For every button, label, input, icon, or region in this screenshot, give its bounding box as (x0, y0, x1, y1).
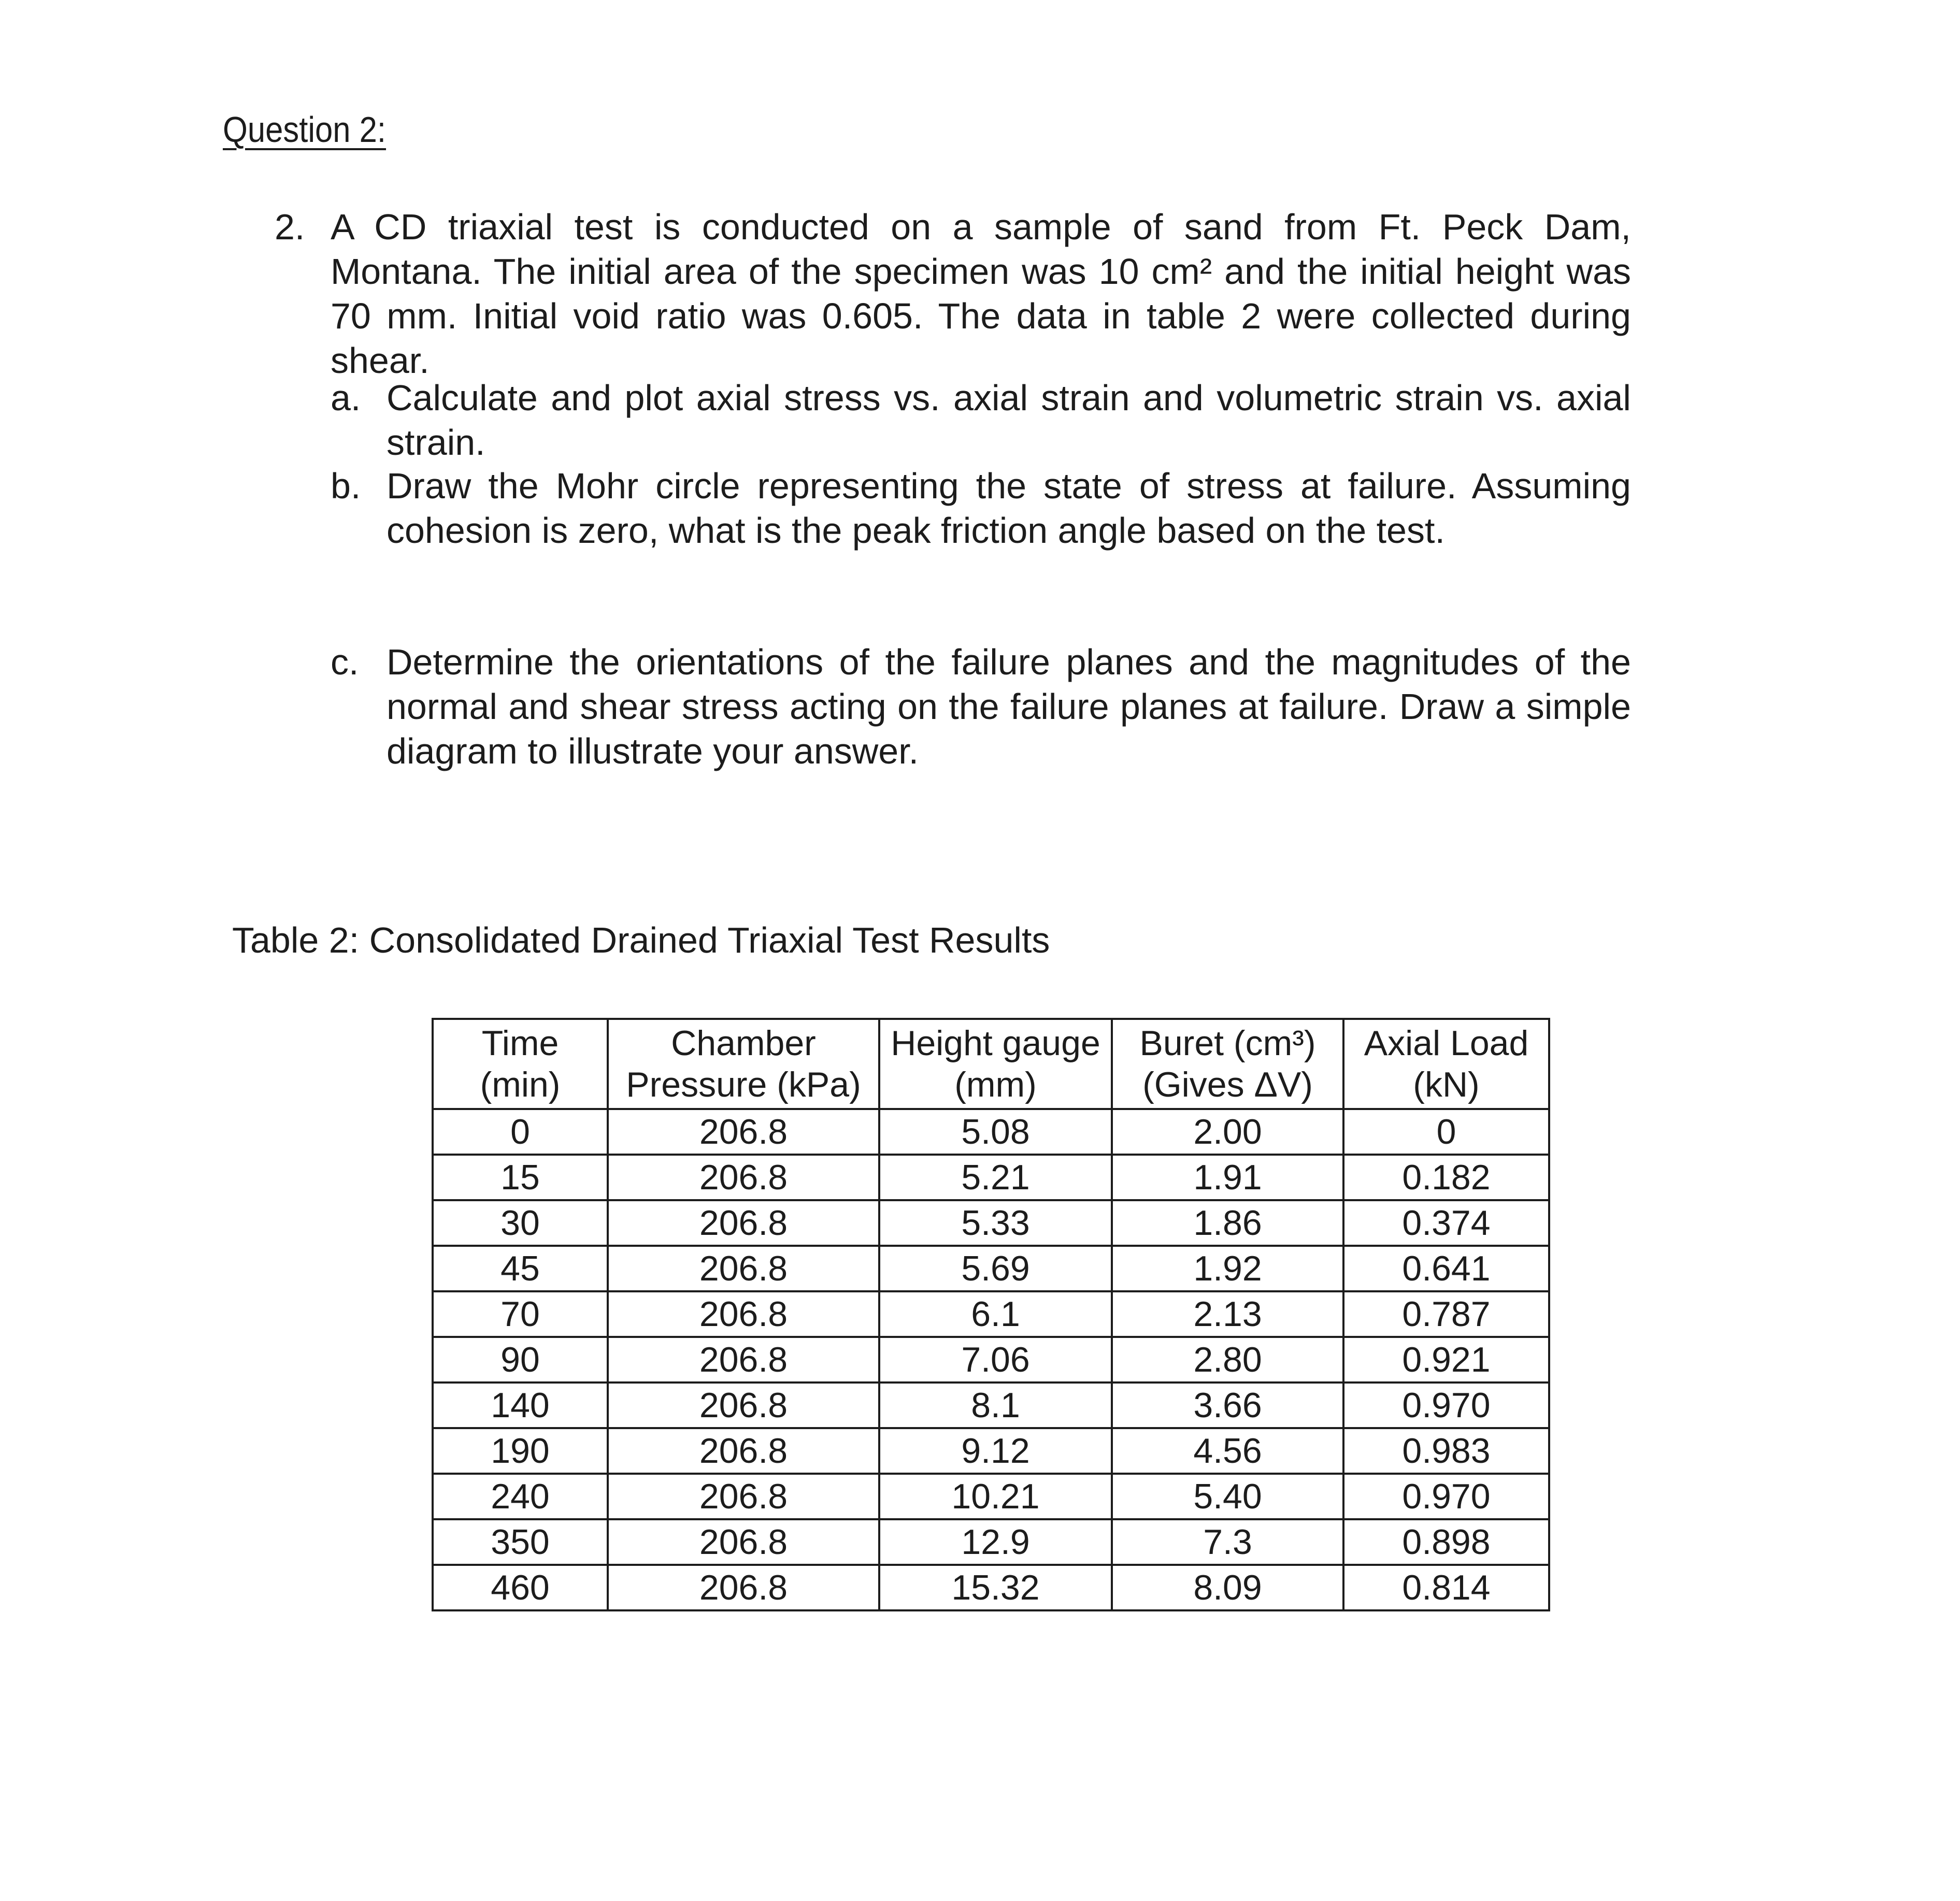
table-row (433, 1155, 1549, 1200)
table-cell: 0.921 (1343, 1337, 1549, 1382)
table-cell: 7.3 (1112, 1519, 1343, 1565)
table-cell: 190 (433, 1428, 608, 1474)
table-row (433, 1474, 1549, 1519)
part-c (331, 640, 1631, 773)
header-chamber-pressure (608, 1019, 879, 1109)
table-cell: 206.8 (608, 1382, 879, 1428)
table-cell: 0.970 (1343, 1382, 1549, 1428)
table-cell: 1.86 (1112, 1200, 1343, 1246)
table-cell: 0.641 (1343, 1246, 1549, 1291)
table-cell: 0 (1343, 1109, 1549, 1155)
header-line: (kN) (1413, 1065, 1480, 1104)
header-line: Buret (cm³) (1139, 1024, 1316, 1063)
table-cell: 240 (433, 1474, 608, 1519)
header-line: (Gives ΔV) (1142, 1065, 1313, 1104)
table-cell: 90 (433, 1337, 608, 1382)
table-cell: 0.970 (1343, 1474, 1549, 1519)
question-text: A CD triaxial test is conducted on a sample of sand from Ft. Peck Dam, Montana. The initial area of the specimen was 10 cm² and the initial height was 70 mm. Initial void ratio was 0.605. The data in table 2 were collected during shear. (331, 207, 1631, 381)
part-a (331, 376, 1631, 465)
table-cell: 1.91 (1112, 1155, 1343, 1200)
table-cell: 8.1 (879, 1382, 1112, 1428)
table-cell: 206.8 (608, 1565, 879, 1610)
table-cell: 0 (433, 1109, 608, 1155)
table-cell: 0.898 (1343, 1519, 1549, 1565)
table-cell: 4.56 (1112, 1428, 1343, 1474)
header-line: Pressure (kPa) (626, 1065, 861, 1104)
table-cell: 9.12 (879, 1428, 1112, 1474)
table-cell: 206.8 (608, 1474, 879, 1519)
table-row (433, 1428, 1549, 1474)
table-cell: 12.9 (879, 1519, 1112, 1565)
table-row (433, 1382, 1549, 1428)
header-line: Time (481, 1024, 559, 1063)
table-cell: 5.08 (879, 1109, 1112, 1155)
table-caption: Table 2: Consolidated Drained Triaxial Test Results (232, 920, 1050, 960)
header-time (433, 1019, 608, 1109)
table-cell: 0.374 (1343, 1200, 1549, 1246)
table-cell: 1.92 (1112, 1246, 1343, 1291)
table-cell: 5.69 (879, 1246, 1112, 1291)
header-buret (1112, 1019, 1343, 1109)
table-cell: 70 (433, 1291, 608, 1337)
table-cell: 2.00 (1112, 1109, 1343, 1155)
table-cell: 0.814 (1343, 1565, 1549, 1610)
part-c-letter: c. (331, 642, 359, 682)
table-cell: 140 (433, 1382, 608, 1428)
table-cell: 206.8 (608, 1200, 879, 1246)
table-cell: 5.40 (1112, 1474, 1343, 1519)
part-b-text: Draw the Mohr circle representing the state of stress at failure. Assuming cohesion is zero, what is the peak friction angle based on the test. (387, 466, 1631, 551)
table-cell: 30 (433, 1200, 608, 1246)
table-cell: 15.32 (879, 1565, 1112, 1610)
table-row (433, 1565, 1549, 1610)
table-cell: 15 (433, 1155, 608, 1200)
table-cell: 2.80 (1112, 1337, 1343, 1382)
table-row (433, 1109, 1549, 1155)
table-cell: 0.983 (1343, 1428, 1549, 1474)
table-cell: 7.06 (879, 1337, 1112, 1382)
header-line: (min) (480, 1065, 561, 1104)
table-cell: 206.8 (608, 1519, 879, 1565)
table-row (433, 1519, 1549, 1565)
header-line: Height gauge (891, 1024, 1100, 1063)
table-row (433, 1337, 1549, 1382)
table-cell: 0.787 (1343, 1291, 1549, 1337)
table-header-row (433, 1019, 1549, 1109)
table-cell: 0.182 (1343, 1155, 1549, 1200)
table-cell: 460 (433, 1565, 608, 1610)
table-cell: 206.8 (608, 1155, 879, 1200)
table-cell: 3.66 (1112, 1382, 1343, 1428)
header-line: Axial Load (1364, 1024, 1529, 1063)
table-cell: 206.8 (608, 1291, 879, 1337)
triaxial-results-table (432, 1018, 1550, 1611)
part-b (331, 464, 1631, 553)
table-cell: 2.13 (1112, 1291, 1343, 1337)
table-cell: 6.1 (879, 1291, 1112, 1337)
table-row (433, 1291, 1549, 1337)
table-cell: 5.21 (879, 1155, 1112, 1200)
table-cell: 10.21 (879, 1474, 1112, 1519)
header-height-gauge (879, 1019, 1112, 1109)
table-cell: 206.8 (608, 1246, 879, 1291)
table-cell: 206.8 (608, 1109, 879, 1155)
table-cell: 45 (433, 1246, 608, 1291)
header-line: Chamber (671, 1024, 816, 1063)
table-row (433, 1200, 1549, 1246)
header-axial-load (1343, 1019, 1549, 1109)
header-line: (mm) (954, 1065, 1037, 1104)
part-c-text: Determine the orientations of the failure planes and the magnitudes of the normal and shear stress acting on the failure planes at failure. Draw a simple diagram to illustrate your answer. (387, 642, 1631, 771)
table-cell: 5.33 (879, 1200, 1112, 1246)
table-row (433, 1246, 1549, 1291)
part-a-text: Calculate and plot axial stress vs. axial strain and volumetric strain vs. axial strain. (387, 378, 1631, 463)
question-number: 2. (275, 207, 305, 247)
table-cell: 8.09 (1112, 1565, 1343, 1610)
question-heading: Question 2: (223, 109, 387, 150)
table-cell: 350 (433, 1519, 608, 1565)
part-a-letter: a. (331, 378, 361, 418)
table-cell: 206.8 (608, 1337, 879, 1382)
table-cell: 206.8 (608, 1428, 879, 1474)
part-b-letter: b. (331, 466, 361, 506)
